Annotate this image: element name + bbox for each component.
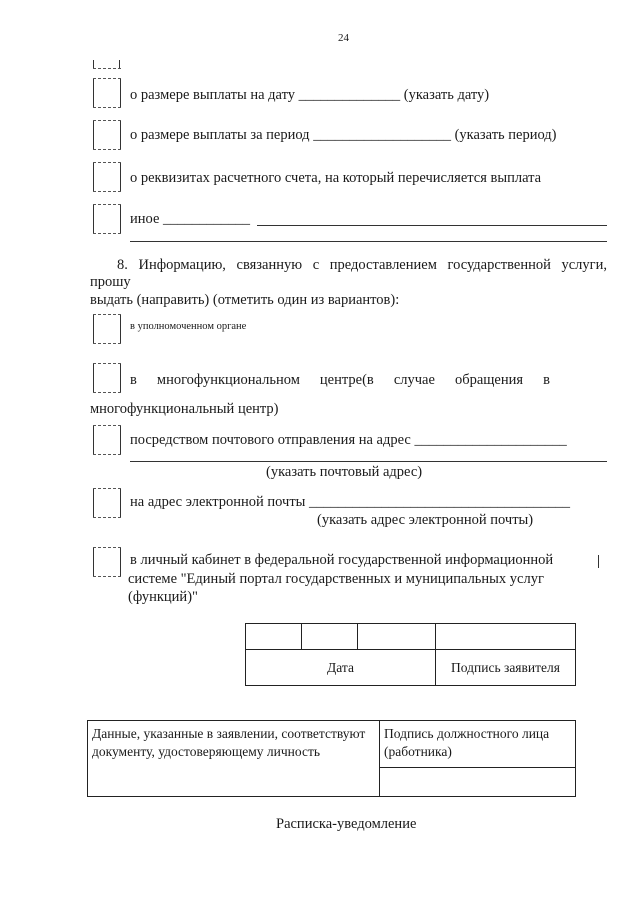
other-label: иное ____________: [130, 211, 251, 227]
mfc-word-4: случае: [393, 372, 435, 388]
checkbox-payment-on-date[interactable]: [93, 78, 121, 108]
date-month-cell[interactable]: [302, 624, 358, 650]
cabinet-right-marker: [598, 555, 599, 568]
checkbox-partial-right: [119, 60, 120, 68]
checkbox-other[interactable]: [93, 204, 121, 234]
applicant-signature-label: Подпись заявителя: [436, 650, 576, 686]
checkbox-authorized-body[interactable]: [93, 314, 121, 344]
payment-on-date-blank[interactable]: ______________: [298, 87, 401, 103]
other-underline-2[interactable]: [130, 241, 607, 242]
checkbox-personal-cabinet[interactable]: [93, 547, 121, 577]
other-underline-1[interactable]: [257, 225, 607, 226]
email-blank[interactable]: ____________________________________: [309, 494, 571, 510]
mfc-word-3: центре(в: [319, 372, 374, 388]
payment-on-date-label: о размере выплаты на дату: [130, 87, 296, 103]
official-signature-label: Подпись должностного лица (работника): [380, 721, 576, 768]
payment-on-date-line: [130, 87, 489, 104]
applicant-signature-cell[interactable]: [436, 624, 576, 650]
option-authorized-body: в уполномоченном органе: [130, 321, 247, 332]
official-signature-cell[interactable]: [380, 768, 576, 797]
mfc-word-1: в: [130, 372, 137, 388]
payment-on-date-hint: (указать дату): [403, 87, 490, 103]
email-hint: (указать адрес электронной почты): [317, 512, 534, 528]
checkbox-email[interactable]: [93, 488, 121, 518]
payment-for-period-hint: (указать период): [454, 127, 557, 143]
postal-hint: (указать почтовый адрес): [266, 464, 423, 480]
checkbox-partial-bottom: [93, 68, 121, 69]
section8-heading-line1: 8. Информацию, связанную с предоставлением государственной услуги,: [117, 257, 607, 273]
email-label: на адрес электронной почты: [130, 494, 306, 510]
confirmation-left-text: Данные, указанные в заявлении, соответствуют документу, удостоверяющему личность: [88, 721, 380, 797]
mfc-word-2: многофункциональном: [156, 372, 300, 388]
page-number: 24: [338, 32, 349, 44]
date-day-cell[interactable]: [246, 624, 302, 650]
date-label: Дата: [246, 650, 436, 686]
signature-table: [245, 623, 576, 686]
postal-address-underline[interactable]: [130, 461, 607, 462]
account-details-label: о реквизитах расчетного счета, на который перечисляется выплата: [130, 170, 542, 186]
payment-for-period-label: о размере выплаты за период: [130, 127, 310, 143]
cabinet-line1: в личный кабинет в федеральной государственной информационной: [130, 552, 554, 568]
payment-for-period-blank[interactable]: ___________________: [313, 127, 451, 143]
checkbox-mfc[interactable]: [93, 363, 121, 393]
section8-heading-line2: выдать (направить) (отметить один из вариантов):: [90, 292, 400, 308]
payment-for-period-line: [130, 127, 557, 144]
receipt-notification-title: Расписка-уведомление: [276, 816, 417, 832]
checkbox-account-details[interactable]: [93, 162, 121, 192]
option-postal-line: [130, 432, 567, 449]
postal-label: посредством почтового отправления на адрес: [130, 432, 411, 448]
option-email-line: [130, 494, 570, 511]
section8-heading-line1b: прошу: [90, 274, 131, 290]
postal-blank[interactable]: _____________________: [414, 432, 567, 448]
mfc-word-6: в: [543, 372, 550, 388]
date-year-cell[interactable]: [358, 624, 436, 650]
mfc-word-5: обращения: [454, 372, 524, 388]
checkbox-postal[interactable]: [93, 425, 121, 455]
option-mfc-line1: [130, 372, 550, 389]
checkbox-partial-left: [93, 60, 94, 68]
option-mfc-line2: многофункциональный центр): [90, 401, 279, 417]
confirmation-table: [87, 720, 576, 797]
checkbox-payment-for-period[interactable]: [93, 120, 121, 150]
cabinet-line3: (функций)": [128, 589, 198, 605]
cabinet-line2: системе "Единый портал государственных и муниципальных услуг: [128, 571, 544, 587]
